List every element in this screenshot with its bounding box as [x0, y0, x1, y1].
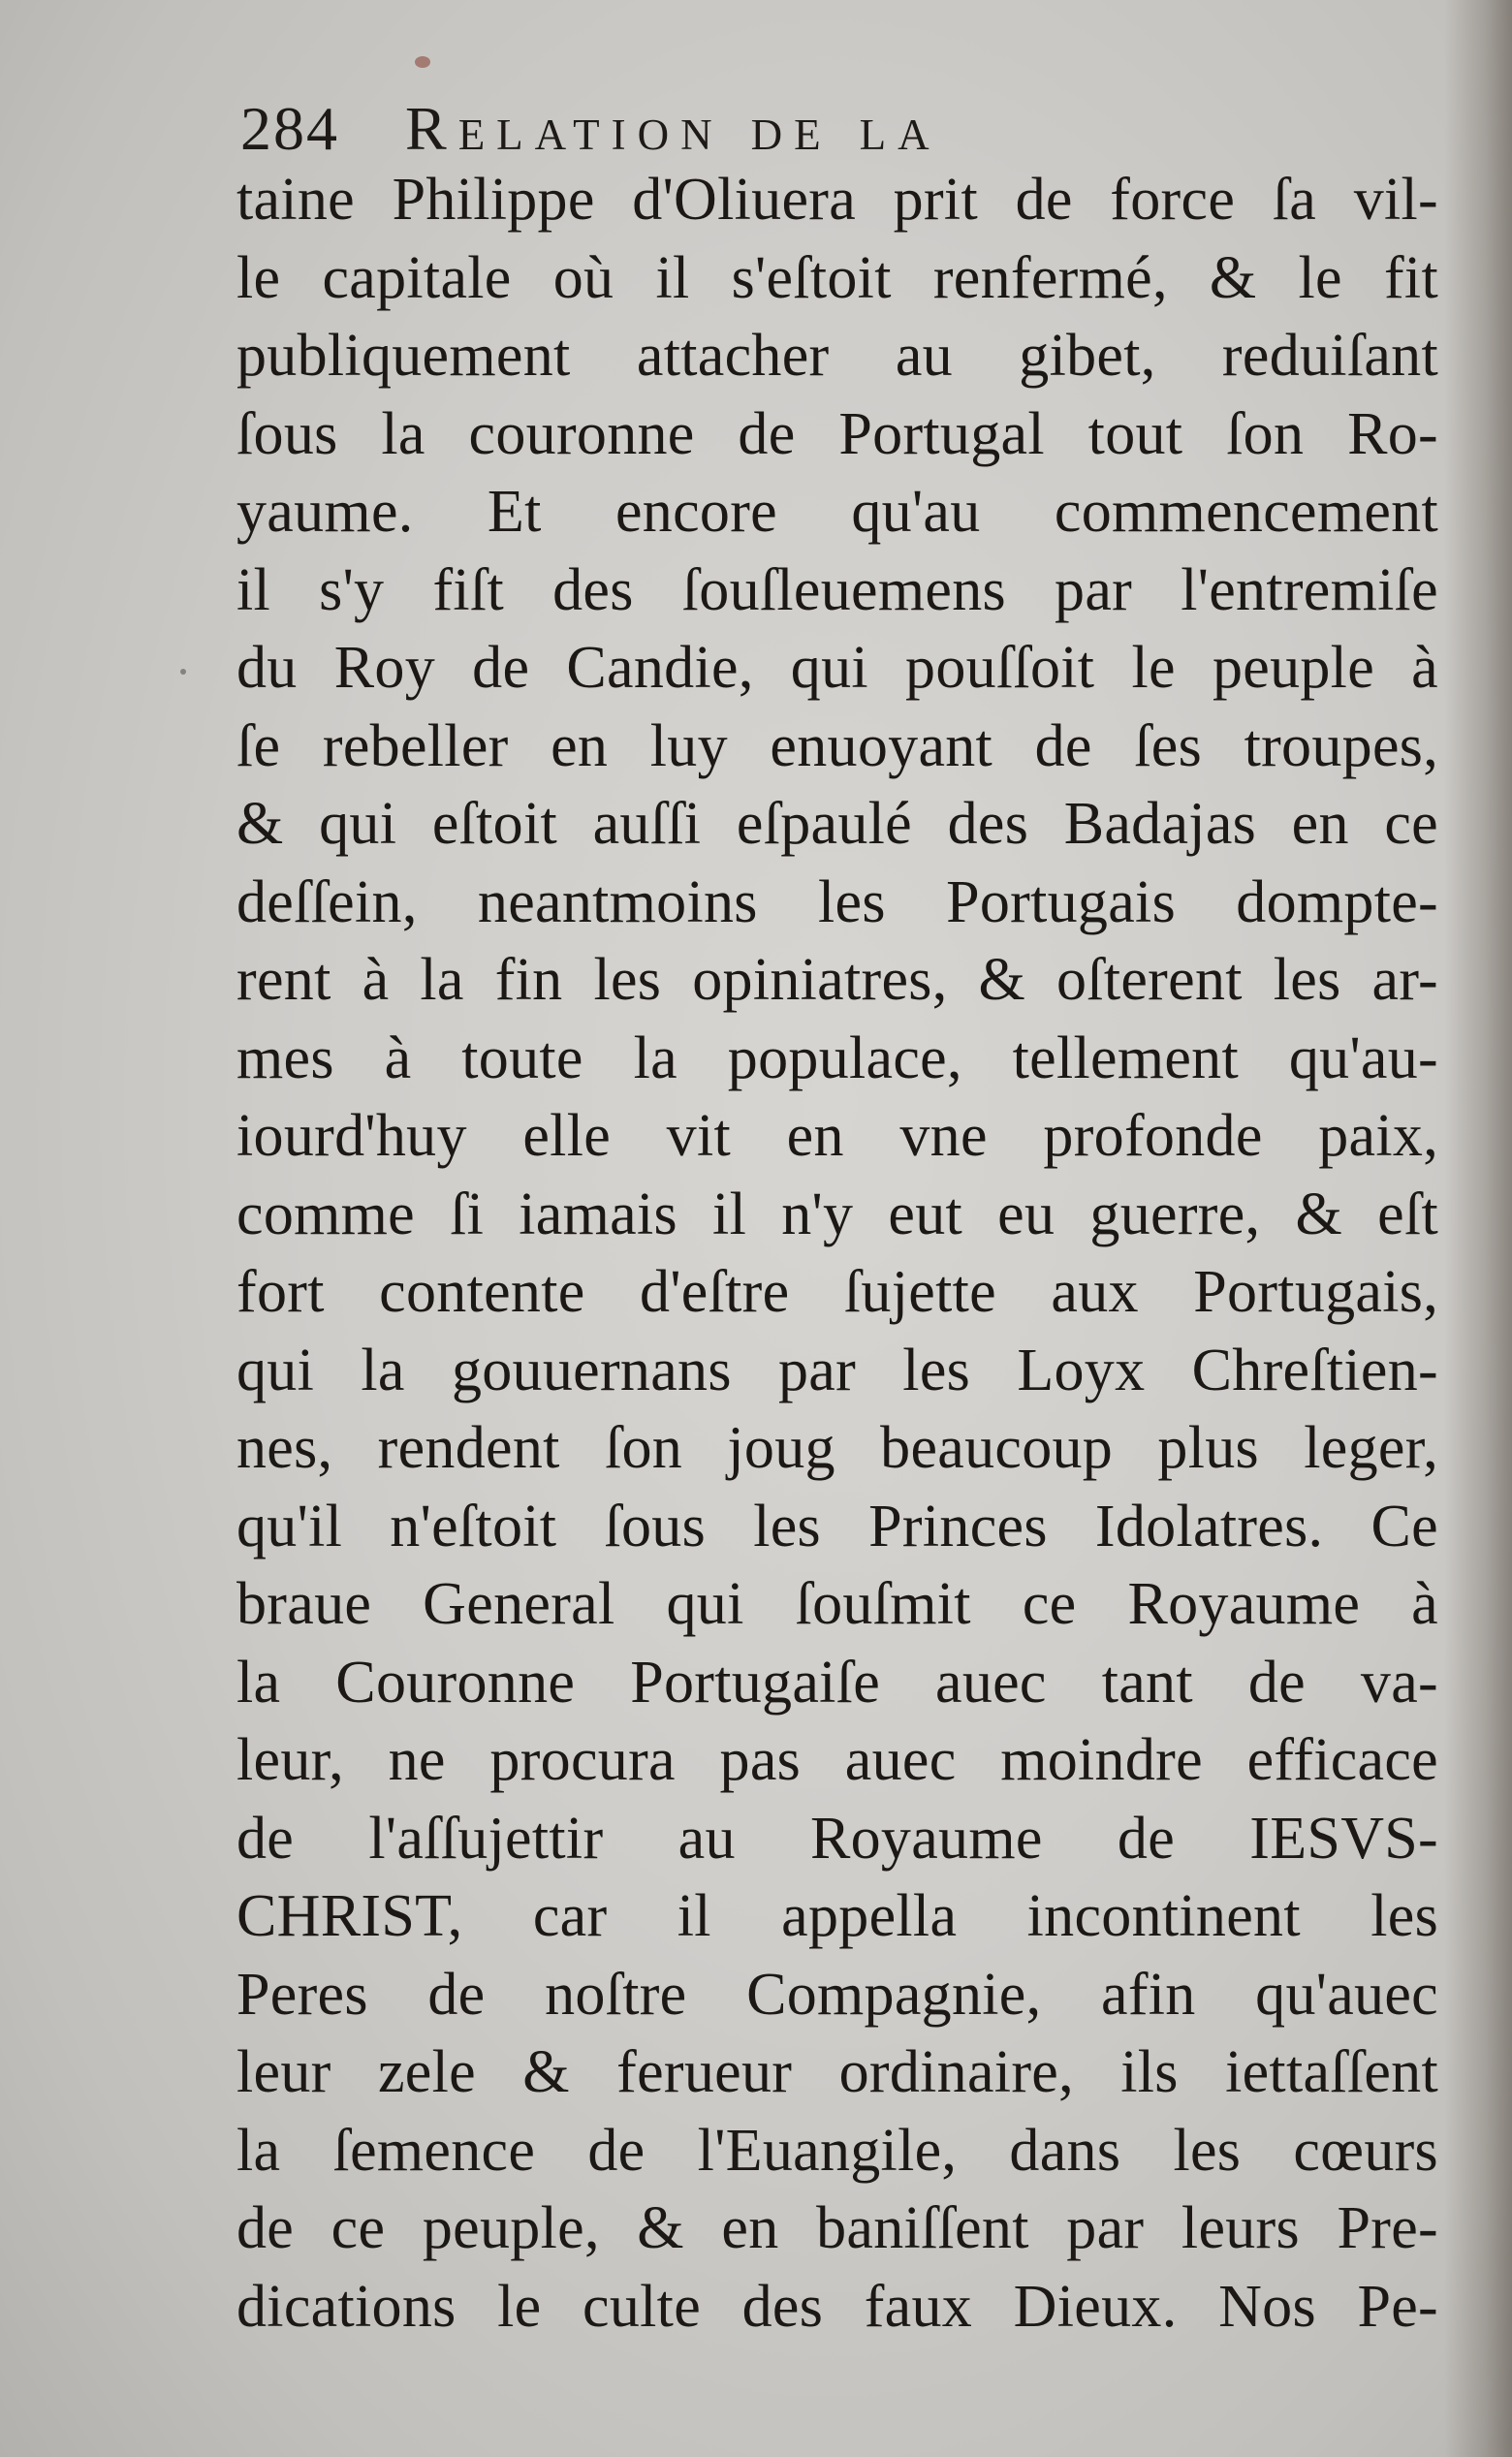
page-edge-shadow	[1444, 0, 1512, 2457]
paper-speck	[180, 669, 186, 675]
text-line: la Couronne Portugaiſe auec tant de va-	[236, 1649, 1438, 1716]
text-line: publiquement attacher au gibet, reduiſant	[236, 323, 1438, 389]
text-line: de ce peuple, & en baniſſent par leurs Pre-	[236, 2195, 1438, 2261]
text-line: qui la gouuernans par les Loyx Chreſtien-	[236, 1337, 1438, 1403]
text-line: rent à la fin les opiniatres, & oſterent les ar-	[236, 947, 1438, 1013]
text-line: comme ſi iamais il n'y eut eu guerre, & eſt	[236, 1181, 1438, 1247]
text-line: yaume. Et encore qu'au commencement	[236, 479, 1438, 545]
text-line: qu'il n'eſtoit ſous les Princes Idolatres. Ce	[236, 1493, 1438, 1559]
text-line: CHRIST, car il appella incontinent les	[236, 1883, 1438, 1949]
text-line: la ſemence de l'Euangile, dans les cœurs	[236, 2117, 1438, 2184]
paper-speck	[415, 56, 430, 68]
text-line: mes à toute la populace, tellement qu'au-	[236, 1024, 1438, 1091]
text-line: de l'aſſujettir au Royaume de IESVS-	[236, 1805, 1438, 1872]
text-line: Peres de noſtre Compagnie, afin qu'auec	[236, 1961, 1438, 2028]
text-line: dications le culte des faux Dieux. Nos Pe-	[236, 2273, 1438, 2340]
text-line: fort contente d'eſtre ſujette aux Portugais,	[236, 1259, 1438, 1325]
body-text	[236, 161, 1438, 2346]
page-number: 284	[240, 94, 339, 163]
text-line: il s'y fiſt des ſouſleuemens par l'entremiſe	[236, 556, 1438, 623]
running-head: Relation de la	[405, 94, 941, 163]
text-line: leur zele & ferueur ordinaire, ils iettaſſent	[236, 2039, 1438, 2105]
text-line: & qui eſtoit auſſi eſpaulé des Badajas en ce	[236, 791, 1438, 857]
text-line: iourd'huy elle vit en vne profonde paix,	[236, 1103, 1438, 1169]
text-line: deſſein, neantmoins les Portugais dompte-	[236, 868, 1438, 935]
text-line: braue General qui ſouſmit ce Royaume à	[236, 1571, 1438, 1637]
text-line: ſous la couronne de Portugal tout ſon Ro-	[236, 400, 1438, 467]
text-line: le capitale où il s'eſtoit renfermé, & le fit	[236, 244, 1438, 311]
text-line: nes, rendent ſon joug beaucoup plus leger,	[236, 1415, 1438, 1481]
text-line: du Roy de Candie, qui pouſſoit le peuple à	[236, 635, 1438, 701]
text-line: leur, ne procura pas auec moindre efficace	[236, 1727, 1438, 1793]
text-line: taine Philippe d'Oliuera prit de force ſa vil-	[236, 167, 1438, 233]
text-line: ſe rebeller en luy enuoyant de ſes troupes,	[236, 712, 1438, 779]
